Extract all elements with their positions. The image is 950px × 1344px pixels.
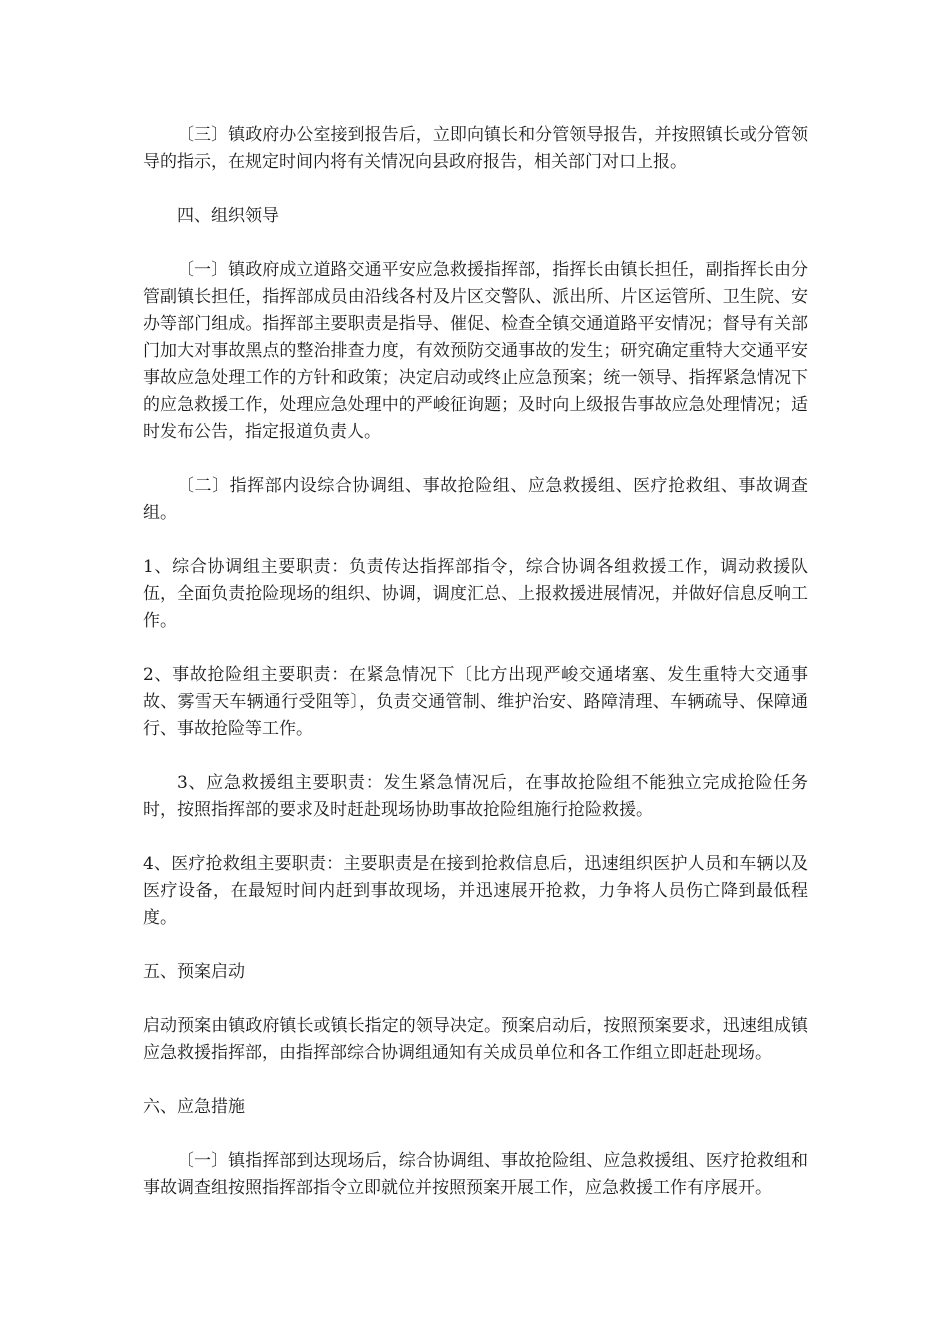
paragraph-emergency-group: 3、应急救援组主要职责：发生紧急情况后，在事故抢险组不能独立完成抢险任务时，按照指挥部的要求及时赶赴现场协助事故抢险组施行抢险救援。 xyxy=(143,773,808,820)
paragraph-coordination-group: 1、综合协调组主要职责：负责传达指挥部指令，综合协调各组救援工作，调动救援队伍，全面负责抢险现场的组织、协调，调度汇总、上报救援进展情况，并做好信息反响工作。 xyxy=(143,557,808,631)
paragraph-plan-activation: 启动预案由镇政府镇长或镇长指定的领导决定。预案启动后，按照预案要求，迅速组成镇应急救援指挥部，由指挥部综合协调组通知有关成员单位和各工作组立即赶赴现场。 xyxy=(143,1016,808,1063)
paragraph-rescue-group: 2、事故抢险组主要职责：在紧急情况下〔比方出现严峻交通堵塞、发生重特大交通事故、雾雪天车辆通行受阻等〕，负责交通管制、维护治安、路障清理、车辆疏导、保障通行、事故抢险等工作。 xyxy=(143,665,808,739)
paragraph-medical-group: 4、医疗抢救组主要职责：主要职责是在接到抢救信息后，迅速组织医护人员和车辆以及医疗设备，在最短时间内赶到事故现场，并迅速展开抢救，力争将人员伤亡降到最低程度。 xyxy=(143,854,808,928)
document-body xyxy=(143,122,808,1229)
paragraph-command-center: 〔一〕镇政府成立道路交通平安应急救援指挥部，指挥长由镇长担任，副指挥长由分管副镇长担任，指挥部成员由沿线各村及片区交警队、派出所、片区运管所、卫生院、安办等部门组成。指挥部主要职责是指导、催促、检查全镇交通道路平安情况；督导有关部门加大对事故黑点的整治排查力度，有效预防交通事故的发生；研究确定重特大交通平安事故应急处理工作的方针和政策；决定启动或终止应急预案；统一领导、指挥紧急情况下的应急救援工作，处理应急处理中的严峻征询题；及时向上级报告事故应急处理情况；适时发布公告，指定报道负责人。 xyxy=(143,260,808,442)
section-heading-organization: 四、组织领导 xyxy=(177,206,279,226)
paragraph-on-site-deployment: 〔一〕镇指挥部到达现场后，综合协调组、事故抢险组、应急救援组、医疗抢救组和事故调查组按照指挥部指令立即就位并按照预案开展工作，应急救援工作有序展开。 xyxy=(143,1151,808,1198)
section-heading-emergency-measures: 六、应急措施 xyxy=(143,1097,245,1117)
paragraph-internal-groups: 〔二〕指挥部内设综合协调组、事故抢险组、应急救援组、医疗抢救组、事故调查组。 xyxy=(143,476,808,523)
section-heading-plan-activation: 五、预案启动 xyxy=(143,962,245,982)
paragraph-report-procedure: 〔三〕镇政府办公室接到报告后，立即向镇长和分管领导报告，并按照镇长或分管领导的指示，在规定时间内将有关情况向县政府报告，相关部门对口上报。 xyxy=(143,125,808,172)
